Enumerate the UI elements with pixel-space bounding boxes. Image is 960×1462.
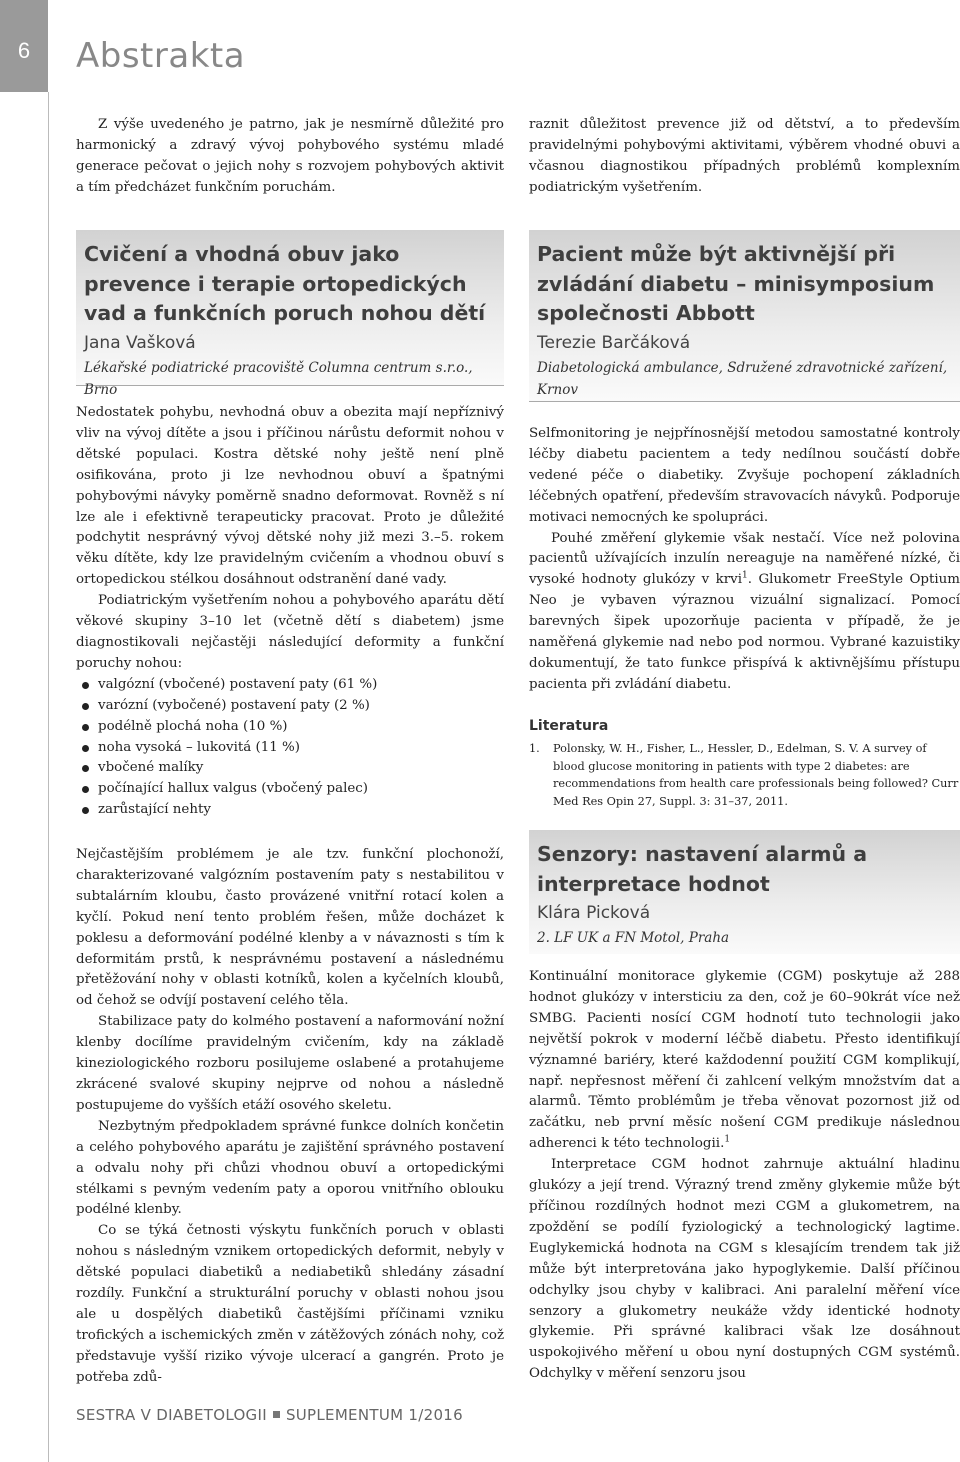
list-item: podélně plochá noha (10 %) [76, 717, 504, 738]
deformity-list [76, 675, 504, 821]
list-item: počínající hallux valgus (vbočený palec) [76, 779, 504, 800]
intro-left-text: Z výše uvedeného je patrno, jak je nesmírně důležité pro harmonický a zdravý vývoj pohybového systému mladé generace pečovat o jejich nohy s rozvojem pohybových aktivit a tím předcházet funkčním poruchám. [76, 117, 504, 195]
bullet-icon [82, 745, 89, 752]
list-item: noha vysoká – lukovitá (11 %) [76, 738, 504, 759]
article3-author: Klára Picková [537, 903, 651, 923]
margin-rule [48, 92, 49, 1462]
article1-body [76, 403, 504, 821]
article2-paragraph: Pouhé změření glykemie však nestačí. Více než polovina pacientů užívajících inzulín nereaguje na naměřené nízké, či vysoké hodnoty glukózy v krvi$^1$. Glukometr FreeStyle Optium Neo je vybaven výraznou vizuální signalizací. Pomocí barevných šipek upozorňuje pacienta v případě, že je naměřená glykemie nad nebo pod normou. Vybrané kazuistiky dokumentují, že tato funkce přispívá k aktivnějšímu přístupu pacienta při zvládání diabetu. [529, 530, 960, 692]
article3-paragraph: Kontinuální monitorace glykemie (CGM) poskytuje až 288 hodnot glukózy v intersticiu za den, což je 60–90krát více než SMBG. Pacienti nosící CGM hodnotí tuto technologii jako největší pokrok v moderní léčbě diabetu. Přesto identifikují významné bariéry, které každodenní použití CGM komplikují, např. nepřesnost měření či zahlcení velkým množstvím dat a alarmů. Těmto problémům je třeba věnovat pozornost již od začátku, neb první měsíc nošení CGM predikuje následnou adherenci k této technologii.$^1$ [529, 969, 960, 1152]
article1-title: Cvičení a vhodná obuv jako prevence i terapie ortopedických vad a funkčních poruch nohou dětí [84, 242, 486, 325]
article3-paragraph: Interpretace CGM hodnot zahrnuje aktuální hladinu glukózy a její trend. Výrazný trend změny glykemie může být příčinou rozdílných hodnot mezi CGM a glukometrem, na zpoždění se podílí fyziologický a technologický lagtime. Euglykemická hodnota na CGM s klesajícím trendem tak již může být interpretována jako hypoglykemie. Další příčinou odchylky jsou chyby v kalibraci. Ani paralelní měření více senzory a glukometry neukáže vždy identické hodnoty glykemie. Při správné kalibraci však lze dosáhnout uspokojivého měření u obou nyní dostupných CGM systémů. Odchylky v měření senzoru jsou [529, 1157, 960, 1382]
article1-paragraph: Nedostatek pohybu, nevhodná obuv a obezita mají nepříznivý vliv na vývoj dítěte a jsou i příčinou nárůstu deformit nohou v dětské populaci. Kostra dětské nohy ještě není plně osifikována, proto ji lze nevhodnou obuví a špatnými pohybovými návyky poměrně snadno deformovat. Rovněž s ní lze ale i efektivně terapeuticky pracovat. Proto je důležité podchytit nesprávný vývoj dětské nohy již mezi 3.–5. rokem věku dítěte, kdy lze pravidelným cvičením a vhodnou obuví s ortopedickou stélkou dosáhnout odstranění dané vady. [76, 405, 504, 588]
article1-paragraph: Nejčastějším problémem je ale tzv. funkční plochonoží, charakterizované valgózním postavením paty s nestabilitou v subtalárním kloubu, často provázené vnitřní rotací kolen a kyčlí. Pokud není tento problém řešen, může docházet k poklesu a deformování podélné klenby a v návaznosti s tím k deformitám prstů, k nesprávnému postavení a následnému přetěžování nohy v oblasti kotníků, kolen a kyčelních kloubů, od čehož se odvíjí postavení celého těla. [76, 847, 504, 1009]
literature-number: 1. [529, 742, 540, 755]
bullet-icon [82, 786, 89, 793]
list-item: zarůstající nehty [76, 800, 504, 821]
bullet-icon [82, 703, 89, 710]
literature-text: Polonsky, W. H., Fisher, L., Hessler, D., Edelman, S. V. A survey of blood glucose monitoring in patients with type 2 diabetes: are recommendations from health care professionals being followed? Curr Med Res Opin 27, Suppl. 3: 31–37, 2011. [553, 742, 959, 808]
bullet-icon [82, 682, 89, 689]
intro-right-text: raznit důležitost prevence již od dětství, a to především pravidelnými pohybovými aktivitami, výběrem vhodné obuvi a včasnou diagnostikou případných problémů komplexním podiatrickým vyšetřením. [529, 117, 960, 195]
literature-entry [529, 740, 960, 810]
article3-institution: 2. LF UK a FN Motol, Praha [537, 930, 730, 946]
article3-title: Senzory: nastavení alarmů a interpretace hodnot [537, 842, 868, 896]
intro-right-paragraph [529, 115, 960, 199]
article1-header [76, 230, 504, 398]
article1-paragraph: Nezbytným předpokladem správné funkce dolních končetin a celého pohybového aparátu je zajištění správného postavení a odvalu nohy při chůzi vhodnou obuví a ortopedickými stélkami s pevným vedením paty a oporou vnitřního oblouku podélné klenby. [76, 1118, 504, 1218]
page-title: Abstrakta [76, 36, 246, 76]
footer-journal: SESTRA V DIABETOLOGII [76, 1406, 267, 1424]
bullet-icon [82, 724, 89, 731]
article2-paragraph: Selfmonitoring je nejpřínosnější metodou samostatné kontroly léčby diabetu pacientem a tedy nedílnou součástí dobře vedené péče o diabetiky. Zvyšuje pochopení základních léčebných opatření, především stravovacích návyků. Podporuje motivaci nemocných ke spolupráci. [529, 426, 960, 525]
article2-title: Pacient může být aktivnější při zvládání diabetu – minisymposium společnosti Abbott [537, 242, 935, 325]
article3-body [529, 967, 960, 1385]
article1-body-continued [76, 845, 504, 1389]
bullet-icon [82, 765, 89, 772]
page-footer [76, 1406, 463, 1424]
article1-institution: Lékařské podiatrické pracoviště Columna centrum s.r.o., Brno [84, 359, 473, 398]
article1-paragraph: Stabilizace paty do kolmého postavení a naformování nožní klenby docílíme pravidelným cvičením, kdy na základě kineziologického rozboru posilujeme oslabené a protahujeme zkrácené svalové skupiny nejprve od nohou a následně postupujeme do vyšších etáží osového skeletu. [76, 1014, 504, 1113]
article1-author: Jana Vašková [84, 332, 196, 353]
page-number: 6 [17, 38, 31, 63]
list-item: valgózní (vbočené) postavení paty (61 %) [76, 675, 504, 696]
list-item: vbočené malíky [76, 758, 504, 779]
footer-supplement: SUPLEMENTUM 1/2016 [285, 1406, 463, 1424]
list-item: varózní (vybočené) postavení paty (2 %) [76, 696, 504, 717]
article2-body [529, 424, 960, 696]
article2-author: Terezie Barčáková [537, 332, 691, 353]
article1-paragraph: Co se týká četnosti výskytu funkčních poruch v oblasti nohou s následným vznikem ortopedických deformit, nebyly v dětské populaci diabetiků a nediabetiků shledány zásadní rozdíly. Funkční a strukturální poruchy v oblasti nohou jsou ale u dospělých diabetiků častějšími příčinami vzniku trofických a ischemických změn v zátěžových zónách nohy, což představuje vyšší riziko vývoje ulcerací a gangrén. Proto je potřeba zdů- [76, 1223, 504, 1385]
bullet-icon [82, 807, 89, 814]
article2-header [529, 230, 960, 402]
article3-header [529, 830, 960, 954]
literature-heading: Literatura [529, 718, 609, 734]
article2-institution: Diabetologická ambulance, Sdružené zdravotnické zařízení, Krnov [537, 359, 948, 398]
article1-paragraph: Podiatrickým vyšetřením nohou a pohybového aparátu dětí věkové skupiny 3–10 let (včetně dětí s diabetem) jsme diagnostikovali nejčastěji následující deformity a funkční poruchy nohou: [76, 593, 504, 671]
separator-square-icon [273, 1411, 280, 1418]
intro-left-paragraph [76, 115, 504, 199]
